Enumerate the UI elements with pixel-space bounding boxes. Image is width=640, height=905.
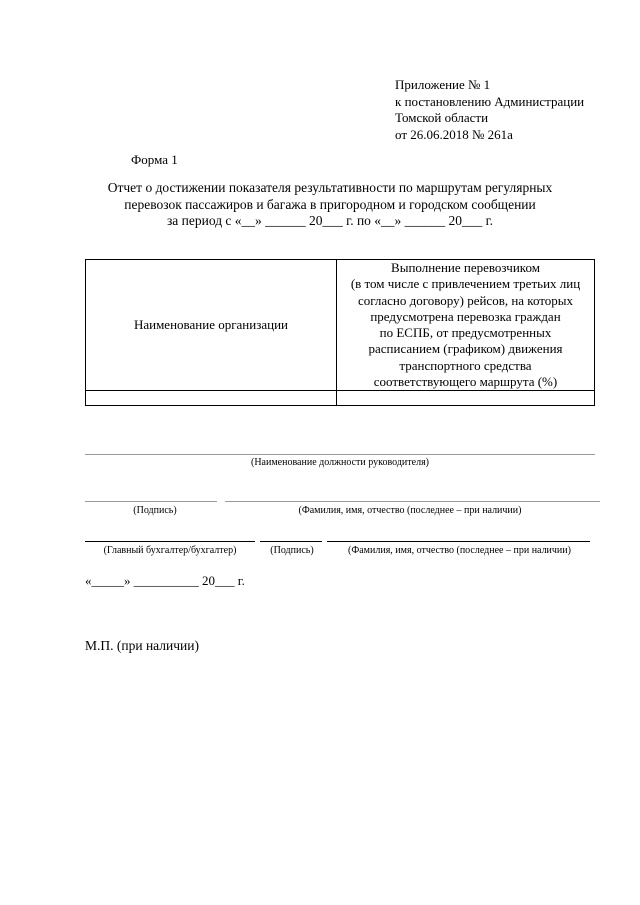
date-line: «_____» __________ 20___ г. [85, 573, 245, 588]
performance-cell[interactable] [337, 391, 595, 406]
accountant-caption: (Главный бухгалтер/бухгалтер) [103, 545, 237, 556]
organization-name-header: Наименование организации [86, 260, 337, 391]
title-line: за период с «__» ______ 20___ г. по «__» ______ 20___ г. [166, 213, 494, 228]
performance-header-line: по ЕСПБ, от предусмотренных [379, 325, 552, 341]
signature-caption: (Подпись) [133, 505, 177, 516]
appendix-line: от 26.06.2018 № 261а [395, 126, 513, 142]
accountant-name-line[interactable] [327, 541, 590, 542]
appendix-line: Томской области [395, 110, 489, 125]
full-name-caption: (Фамилия, имя, отчество (последнее – при наличии) [298, 505, 522, 516]
performance-header-line: соответствующего маршрута (%) [373, 374, 558, 390]
performance-header-line: Выполнение перевозчиком [391, 260, 540, 275]
appendix-line: Приложение № 1 [395, 77, 491, 92]
stamp-placeholder: М.П. (при наличии) [85, 638, 199, 653]
performance-header-line: транспортного средства [399, 357, 532, 373]
title-line: перевозок пассажиров и багажа в пригородном и городском сообщении [124, 196, 536, 212]
head-position-caption: (Наименование должности руководителя) [251, 457, 429, 468]
table-row [86, 391, 595, 406]
report-table [85, 259, 595, 406]
accountant-line[interactable] [85, 541, 255, 542]
title-line: Отчет о достижении показателя результативности по маршрутам регулярных [107, 180, 553, 195]
performance-header-line: предусмотрена перевозка граждан [370, 308, 561, 324]
appendix-block [395, 77, 584, 143]
signature-line[interactable] [85, 501, 217, 502]
performance-header-line: (в том числе с привлечением третьих лиц [350, 276, 581, 292]
report-title [90, 180, 570, 230]
form-label: Форма 1 [131, 152, 178, 167]
performance-header-line: расписанием (графиком) движения [368, 341, 563, 357]
organization-name-cell[interactable] [86, 391, 337, 406]
full-name-line[interactable] [225, 501, 600, 502]
accountant-signature-caption: (Подпись) [270, 545, 314, 556]
table-header-row [86, 260, 595, 391]
head-position-line[interactable] [85, 454, 595, 455]
accountant-name-caption: (Фамилия, имя, отчество (последнее – при наличии) [348, 545, 571, 556]
performance-header [337, 260, 595, 391]
accountant-signature-line[interactable] [260, 541, 322, 542]
appendix-line: к постановлению Администрации [395, 93, 585, 109]
performance-header-line: согласно договору) рейсов, на которых [357, 292, 574, 308]
